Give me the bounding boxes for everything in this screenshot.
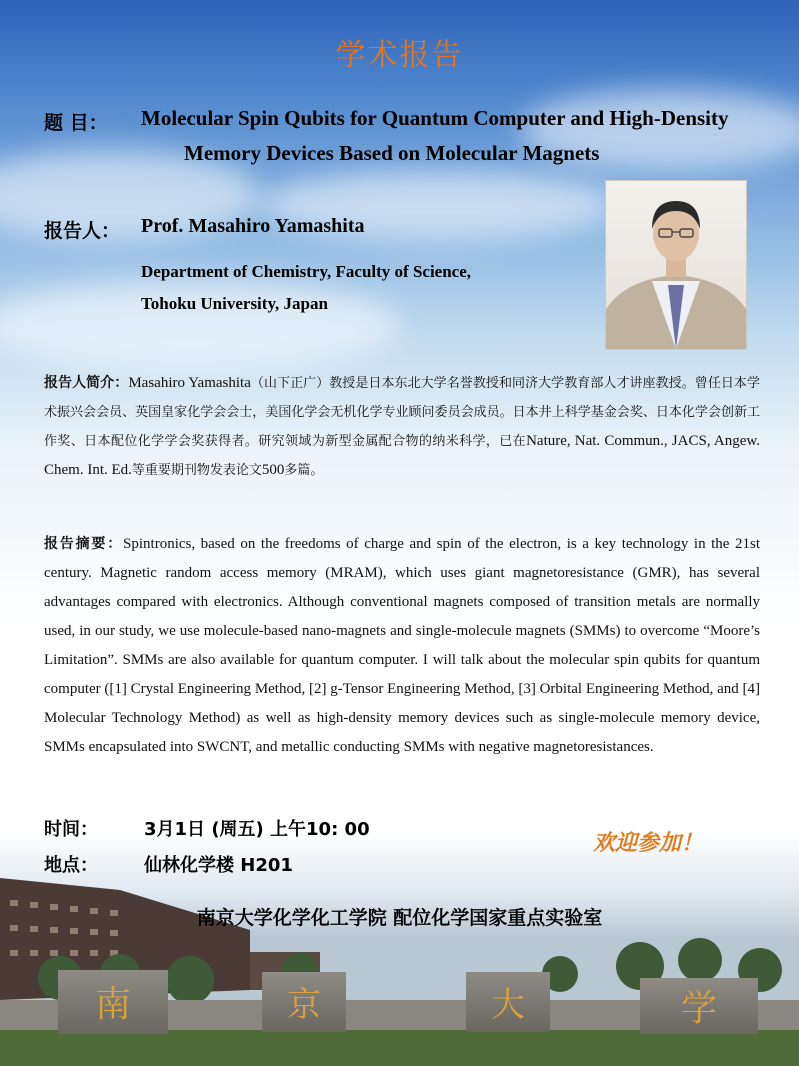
bio-label: 报告人简介： (44, 375, 129, 391)
topic-line-1: Molecular Spin Qubits for Quantum Computer and High-Density (141, 106, 729, 130)
speaker-photo (605, 180, 747, 350)
campus-photo (0, 870, 799, 1066)
campus-sign-char-2: 京 (287, 985, 321, 1025)
bio-text-en-1: Masahiro Yamashita (128, 375, 251, 391)
topic-line-2: Memory Devices Based on Molecular Magnets (184, 141, 600, 165)
abstract-label: 报告摘要： (44, 536, 124, 552)
speaker-name: Prof. Masahiro Yamashita (141, 215, 365, 237)
place-value: 仙林化学楼 H201 (144, 855, 293, 876)
speaker-label: 报告人： (44, 220, 121, 242)
abstract-text: Spintronics, based on the freedoms of charge and spin of the electron, is a key technology in the 21st century. Magnetic random access memory (MRAM), which uses giant magnetoresistance (GMR), has several advantages compared with electronics. Although conventional magnets composed of transition metals are normally used, in our study, we use molecule-based nano-magnets and single-molecule magnets (SMMs) to overcome “Moore’s Limitation”. SMMs are also available for quantum computer. I will talk about the molecular spin qubits for quantum computer ([1] Crystal Engineering Method, [2] g-Tensor Engineering Method, [3] Orbital Engineering Method, and [4] Molecular Technology Method) as well as high-density memory devices such as single-molecule memory device, SMMs encapsulated into SWCNT, and metallic conducting SMMs with negative magnetoresistances. (44, 536, 761, 755)
bio-text-en-2: Nature, Nat. Commun., JACS, Angew. Chem. Int. Ed. (44, 433, 760, 478)
speaker-affiliation-2: Tohoku University, Japan (141, 294, 328, 313)
abstract (44, 530, 760, 762)
campus-sign-char-3: 大 (491, 985, 525, 1025)
bio-text-zh-2: 等重要期刊物发表论文 (131, 463, 262, 478)
welcome-text: 欢迎参加！ (593, 830, 704, 856)
speaker-affiliation-1: Department of Chemistry, Faculty of Science, (141, 262, 472, 281)
time-value: 3月1日 (周五) 上午10: 00 (144, 819, 370, 840)
place-label: 地点： (44, 855, 98, 876)
campus-sign-char-4: 学 (680, 988, 718, 1029)
bio-text-en-3: 500 (261, 462, 285, 478)
poster-title: 学术报告 (335, 38, 464, 73)
bio-text-zh-3: 多篇。 (284, 463, 324, 478)
topic-label: 题 目： (44, 112, 108, 134)
campus-sign-char-1: 南 (94, 984, 132, 1025)
bio-text-zh-1: （山下正广）教授是日本东北大学名誉教授和同济大学教育部人才讲座教授。曾任日本学术振兴会会员、英国皇家化学会会士，美国化学会无机化学专业顾问委员会成员。日本井上科学基金会奖、日本化学会创新工作奖、日本配位化学学会奖获得者。研究领域为新型金属配合物的纳米科学，已在 (44, 376, 760, 449)
speaker-portrait-icon (606, 181, 746, 349)
speaker-bio (44, 369, 760, 485)
institution-name: 南京大学化学化工学院 配位化学国家重点实验室 (196, 907, 603, 929)
time-label: 时间： (44, 819, 98, 840)
